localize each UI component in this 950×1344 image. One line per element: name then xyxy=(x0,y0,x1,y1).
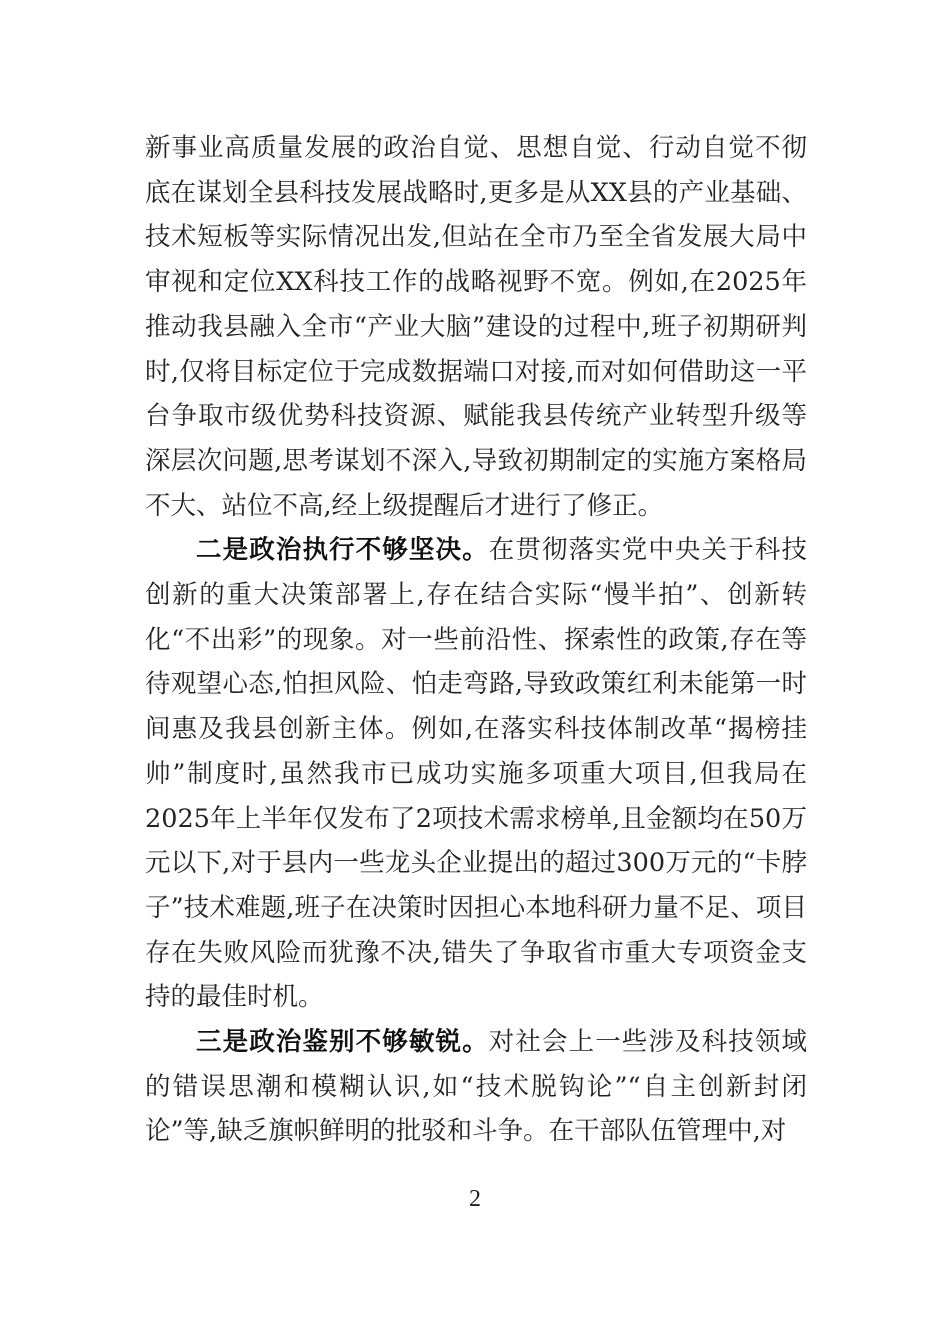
page-number: 2 xyxy=(469,1186,481,1212)
document-body xyxy=(145,126,807,1154)
paragraph-text: 在贯彻落实党中央关于科技创新的重大决策部署上,存在结合实际“慢半拍”、创新转化“不出彩”的现象。对一些前沿性、探索性的政策,存在等待观望心态,怕担风险、怕走弯路,导致政策红利未能第一时间惠及我县创新主体。例如,在落实科技体制改革“揭榜挂帅”制度时,虽然我市已成功实施多项重大项目,但我局在2025年上半年仅发布了2项技术需求榜单,且金额均在50万元以下,对于县内一些龙头企业提出的超过300万元的“卡脖子”技术难题,班子在决策时因担心本地科研力量不足、项目存在失败风险而犹豫不决,错失了争取省市重大专项资金支持的最佳时机。 xyxy=(145,535,807,1013)
paragraph-political-discernment xyxy=(145,1020,807,1154)
paragraph-political-execution xyxy=(145,528,807,1020)
paragraph-lead-heading: 二是政治执行不够坚决。 xyxy=(196,535,489,566)
paragraph-text: 新事业高质量发展的政治自觉、思想自觉、行动自觉不彻底在谋划全县科技发展战略时,更多是从XX县的产业基础、技术短板等实际情况出发,但站在全市乃至全省发展大局中审视和定位XX科技工作的战略视野不宽。例如,在2025年推动我县融入全市“产业大脑”建设的过程中,班子初期研判时,仅将目标定位于完成数据端口对接,而对如何借助这一平台争取市级优势科技资源、赋能我县传统产业转型升级等深层次问题,思考谋划不深入,导致初期制定的实施方案格局不大、站位不高,经上级提醒后才进行了修正。 xyxy=(145,133,807,521)
paragraph-lead-heading: 三是政治鉴别不够敏锐。 xyxy=(196,1027,489,1058)
paragraph-continued xyxy=(145,126,807,528)
paragraph-text: 对社会上一些涉及科技领域的错误思潮和模糊认识,如“技术脱钩论”“自主创新封闭论”等,缺乏旗帜鲜明的批驳和斗争。在干部队伍管理中,对 xyxy=(145,1027,807,1147)
